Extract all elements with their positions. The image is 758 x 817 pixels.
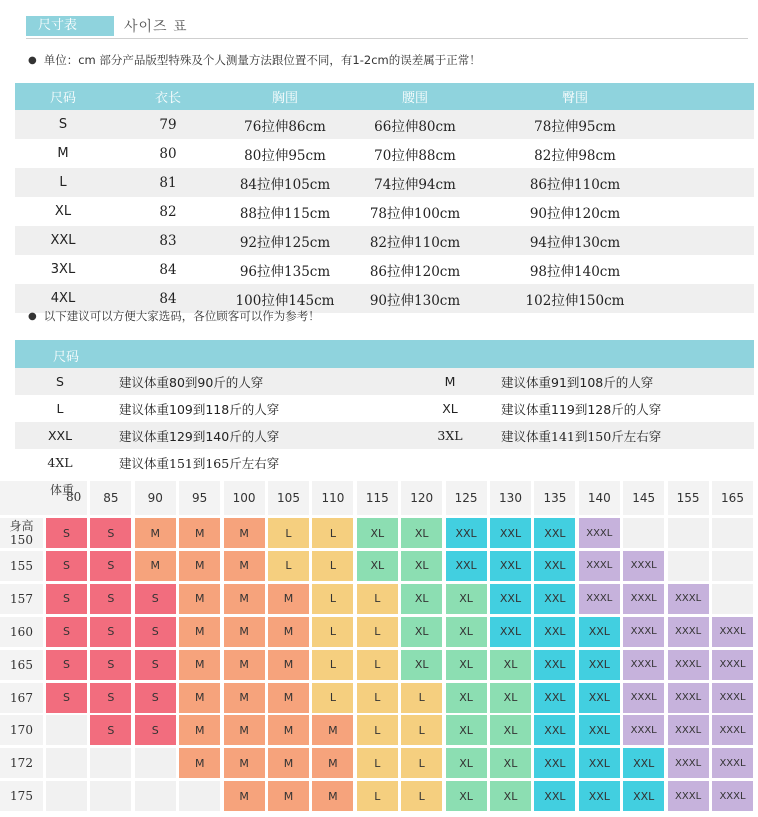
size-row-waist: 66拉伸80cm: [374, 118, 456, 135]
size-cell-m: M: [312, 748, 353, 778]
size-row-chest: 80拉伸95cm: [244, 147, 326, 164]
weight-row: [15, 449, 754, 476]
title-bar: [26, 15, 188, 37]
size-cell-xxxl: XXXL: [712, 748, 753, 778]
size-cell-xl: XL: [446, 617, 487, 647]
header-hip: 臀围: [561, 91, 588, 106]
size-row-size: L: [59, 175, 67, 190]
height-value: 150: [10, 533, 33, 547]
size-cell-xxl: XXL: [446, 518, 487, 548]
bullet-icon: ●: [28, 310, 37, 322]
corner-weight-first: 80: [66, 490, 82, 504]
size-row: [15, 110, 754, 139]
size-cell-m: M: [135, 518, 176, 548]
size-cell-xxl: XXL: [534, 551, 575, 581]
size-row: [15, 255, 754, 284]
size-row: [15, 197, 754, 226]
size-row-length: 82: [159, 203, 177, 220]
weight-advice-text: 建议体重151到165斤左右穿: [119, 455, 280, 471]
empty-cell: [135, 781, 176, 811]
size-cell-s: S: [46, 518, 87, 548]
size-cell-s: S: [90, 584, 131, 614]
weight-advice-text: 建议体重141到150斤左右穿: [501, 428, 662, 444]
size-cell-s: S: [90, 518, 131, 548]
size-cell-m: M: [179, 683, 220, 713]
size-cell-xxxl: XXXL: [579, 584, 620, 614]
weight-size-label: M: [444, 374, 456, 389]
size-cell-m: M: [224, 617, 265, 647]
weight-column-header: 100: [224, 481, 265, 515]
weight-size-label: S: [56, 374, 64, 389]
size-cell-xxl: XXL: [579, 650, 620, 680]
size-cell-xxl: XXL: [579, 748, 620, 778]
size-cell-xl: XL: [490, 650, 531, 680]
size-cell-l: L: [312, 584, 353, 614]
size-row-hip: 102拉伸150cm: [525, 292, 625, 309]
size-cell-m: M: [268, 748, 309, 778]
size-row-chest: 76拉伸86cm: [244, 118, 326, 135]
size-cell-xxl: XXL: [534, 715, 575, 745]
size-cell-l: L: [401, 715, 442, 745]
size-cell-l: L: [312, 617, 353, 647]
size-row-chest: 92拉伸125cm: [239, 234, 331, 251]
size-cell-xl: XL: [401, 584, 442, 614]
size-row: [15, 139, 754, 168]
height-row-header: [0, 518, 43, 548]
empty-cell: [712, 518, 753, 548]
size-cell-l: L: [312, 650, 353, 680]
size-row-hip: 82拉伸98cm: [534, 147, 616, 164]
size-cell-xl: XL: [401, 518, 442, 548]
weight-size-label: XXL: [47, 428, 73, 443]
size-cell-xxxl: XXXL: [712, 715, 753, 745]
size-cell-s: S: [46, 617, 87, 647]
empty-cell: [90, 781, 131, 811]
size-row-waist: 74拉伸94cm: [374, 176, 456, 193]
size-cell-m: M: [224, 683, 265, 713]
size-cell-m: M: [312, 715, 353, 745]
weight-table-header: [15, 340, 754, 368]
empty-cell: [90, 748, 131, 778]
height-row-header: 165: [0, 650, 43, 680]
size-cell-xl: XL: [446, 584, 487, 614]
size-cell-s: S: [46, 584, 87, 614]
weight-column-header: 165: [712, 481, 753, 515]
size-cell-xxxl: XXXL: [668, 584, 709, 614]
weight-column-header: 130: [490, 481, 531, 515]
weight-advice-text: 建议体重109到118斤的人穿: [119, 401, 280, 417]
weight-row: [15, 368, 754, 395]
size-cell-m: M: [224, 748, 265, 778]
weight-table: [15, 340, 754, 476]
size-cell-m: M: [224, 518, 265, 548]
weight-header-size: 尺码: [53, 350, 80, 365]
size-row-chest: 96拉伸135cm: [239, 263, 331, 280]
header-chest: 胸围: [271, 91, 298, 106]
size-row-waist: 86拉伸120cm: [369, 263, 461, 280]
size-cell-s: S: [90, 683, 131, 713]
size-cell-l: L: [401, 748, 442, 778]
size-row-length: 79: [159, 116, 177, 133]
size-cell-xxxl: XXXL: [579, 551, 620, 581]
unit-note-text: 单位：cm 部分产品版型特殊及个人测量方法跟位置不同，有1-2cm的误差属于正常！: [43, 53, 481, 67]
empty-cell: [712, 551, 753, 581]
size-cell-xl: XL: [490, 715, 531, 745]
size-cell-xxxl: XXXL: [712, 781, 753, 811]
weight-column-header: 105: [268, 481, 309, 515]
weight-column-header: 145: [623, 481, 664, 515]
weight-row: [15, 422, 754, 449]
size-cell-xxl: XXL: [490, 617, 531, 647]
size-cell-m: M: [268, 715, 309, 745]
weight-column-header: 85: [90, 481, 131, 515]
size-cell-s: S: [135, 584, 176, 614]
size-cell-xxxl: XXXL: [668, 748, 709, 778]
size-row-hip: 94拉伸130cm: [529, 234, 621, 251]
size-cell-s: S: [46, 683, 87, 713]
empty-cell: [179, 781, 220, 811]
size-cell-xl: XL: [401, 650, 442, 680]
size-cell-l: L: [357, 781, 398, 811]
size-cell-m: M: [179, 518, 220, 548]
height-row-header: 160: [0, 617, 43, 647]
size-cell-xxxl: XXXL: [668, 650, 709, 680]
size-cell-m: M: [268, 617, 309, 647]
size-cell-m: M: [224, 650, 265, 680]
weight-column-header: 155: [668, 481, 709, 515]
size-cell-s: S: [90, 551, 131, 581]
empty-cell: [623, 518, 664, 548]
size-cell-xl: XL: [401, 617, 442, 647]
size-cell-l: L: [312, 683, 353, 713]
size-row-length: 84: [159, 290, 177, 307]
height-row-header: 155: [0, 551, 43, 581]
size-row-size: M: [57, 146, 69, 161]
size-cell-l: L: [268, 551, 309, 581]
weight-column-header: 90: [135, 481, 176, 515]
size-cell-s: S: [135, 715, 176, 745]
size-cell-l: L: [357, 748, 398, 778]
size-cell-s: S: [135, 650, 176, 680]
empty-cell: [46, 748, 87, 778]
weight-advice-text: 建议体重91到108斤的人穿: [501, 374, 654, 390]
title-divider: [26, 38, 748, 39]
size-row-chest: 88拉伸115cm: [239, 205, 331, 222]
weight-column-header: 110: [312, 481, 353, 515]
empty-cell: [135, 748, 176, 778]
size-cell-l: L: [268, 518, 309, 548]
size-cell-xxl: XXL: [534, 781, 575, 811]
size-cell-m: M: [179, 748, 220, 778]
unit-note: [28, 52, 481, 68]
weight-column-header: 120: [401, 481, 442, 515]
size-row-waist: 82拉伸110cm: [369, 234, 461, 251]
header-length: 衣长: [154, 91, 181, 106]
size-cell-xxxl: XXXL: [668, 683, 709, 713]
suggest-note: [28, 308, 320, 324]
size-cell-xxl: XXL: [534, 617, 575, 647]
size-cell-l: L: [357, 584, 398, 614]
size-cell-m: M: [268, 683, 309, 713]
bullet-icon: ●: [28, 54, 37, 66]
size-cell-l: L: [312, 551, 353, 581]
size-row: [15, 226, 754, 255]
corner-weight-label: 体重: [50, 483, 75, 497]
size-cell-l: L: [401, 781, 442, 811]
size-cell-xl: XL: [490, 748, 531, 778]
size-row-length: 80: [159, 145, 177, 162]
size-row-length: 83: [159, 232, 177, 249]
height-weight-grid: [0, 481, 758, 817]
size-cell-xl: XL: [357, 551, 398, 581]
size-cell-xxl: XXL: [534, 584, 575, 614]
size-cell-m: M: [268, 781, 309, 811]
size-cell-xxl: XXL: [579, 617, 620, 647]
size-cell-xl: XL: [446, 650, 487, 680]
size-cell-m: M: [179, 650, 220, 680]
size-row-waist: 70拉伸88cm: [374, 147, 456, 164]
size-cell-l: L: [357, 617, 398, 647]
size-cell-xxxl: XXXL: [712, 617, 753, 647]
size-cell-xxl: XXL: [534, 650, 575, 680]
size-row-hip: 78拉伸95cm: [534, 118, 616, 135]
size-cell-m: M: [135, 551, 176, 581]
size-row-size: S: [58, 117, 68, 132]
weight-size-label: L: [56, 401, 64, 416]
header-size: 尺码: [49, 91, 76, 106]
size-cell-m: M: [268, 584, 309, 614]
size-cell-xxxl: XXXL: [623, 650, 664, 680]
size-row-chest: 100拉伸145cm: [235, 292, 335, 309]
size-table-header: [15, 83, 754, 110]
weight-column-header: 135: [534, 481, 575, 515]
weight-advice-text: 建议体重80到90斤的人穿: [119, 374, 264, 390]
weight-column-header: 95: [179, 481, 220, 515]
size-cell-xxxl: XXXL: [623, 715, 664, 745]
height-row-header: 167: [0, 683, 43, 713]
weight-size-label: 4XL: [47, 455, 73, 470]
weight-column-header: 140: [579, 481, 620, 515]
size-cell-xxxl: XXXL: [668, 781, 709, 811]
size-cell-m: M: [179, 617, 220, 647]
size-cell-s: S: [90, 617, 131, 647]
size-cell-xl: XL: [446, 683, 487, 713]
grid-corner: [0, 481, 87, 515]
size-cell-xxl: XXL: [534, 518, 575, 548]
size-cell-xxxl: XXXL: [623, 551, 664, 581]
size-row-hip: 86拉伸110cm: [529, 176, 621, 193]
height-row-header: 175: [0, 781, 43, 811]
corner-height-label: 身高: [9, 519, 34, 533]
size-cell-xl: XL: [490, 781, 531, 811]
size-cell-m: M: [268, 650, 309, 680]
size-cell-xxl: XXL: [490, 518, 531, 548]
size-cell-xxl: XXL: [579, 781, 620, 811]
size-cell-m: M: [224, 551, 265, 581]
size-table-body: [15, 110, 754, 313]
size-cell-l: L: [357, 715, 398, 745]
size-cell-xxl: XXL: [490, 584, 531, 614]
weight-table-body: [15, 368, 754, 476]
size-cell-xxl: XXL: [446, 551, 487, 581]
size-row-size: XL: [54, 204, 72, 219]
size-cell-xl: XL: [446, 715, 487, 745]
size-cell-xxl: XXL: [534, 683, 575, 713]
empty-cell: [668, 518, 709, 548]
weight-row: [15, 395, 754, 422]
size-cell-m: M: [179, 551, 220, 581]
size-cell-xxxl: XXXL: [623, 617, 664, 647]
weight-column-header: 125: [446, 481, 487, 515]
size-row-hip: 98拉伸140cm: [529, 263, 621, 280]
size-cell-xxxl: XXXL: [712, 650, 753, 680]
size-cell-l: L: [357, 650, 398, 680]
size-cell-xl: XL: [490, 683, 531, 713]
size-row-waist: 78拉伸100cm: [369, 205, 461, 222]
size-cell-xxl: XXL: [623, 748, 664, 778]
size-row-waist: 90拉伸130cm: [369, 292, 461, 309]
size-cell-m: M: [179, 715, 220, 745]
size-cell-s: S: [46, 551, 87, 581]
size-cell-xxxl: XXXL: [623, 683, 664, 713]
size-cell-m: M: [179, 584, 220, 614]
weight-advice-text: 建议体重119到128斤的人穿: [501, 401, 662, 417]
empty-cell: [668, 551, 709, 581]
height-row-header: 157: [0, 584, 43, 614]
size-cell-l: L: [357, 683, 398, 713]
size-cell-xxl: XXL: [534, 748, 575, 778]
size-row-length: 81: [159, 174, 177, 191]
size-cell-xl: XL: [446, 781, 487, 811]
size-cell-s: S: [90, 650, 131, 680]
size-cell-xxxl: XXXL: [668, 715, 709, 745]
size-cell-s: S: [46, 650, 87, 680]
size-row-chest: 84拉伸105cm: [239, 176, 331, 193]
size-row-size: XXL: [50, 233, 76, 248]
size-cell-l: L: [312, 518, 353, 548]
size-cell-xxxl: XXXL: [579, 518, 620, 548]
size-cell-s: S: [90, 715, 131, 745]
size-cell-l: L: [401, 683, 442, 713]
empty-cell: [46, 715, 87, 745]
size-row-size: 3XL: [50, 262, 76, 277]
height-row-header: 172: [0, 748, 43, 778]
header-waist: 腰围: [401, 91, 428, 106]
size-cell-xl: XL: [401, 551, 442, 581]
size-row-hip: 90拉伸120cm: [529, 205, 621, 222]
size-cell-s: S: [135, 617, 176, 647]
size-cell-m: M: [312, 781, 353, 811]
size-cell-s: S: [135, 683, 176, 713]
size-cell-xxl: XXL: [623, 781, 664, 811]
page-title-korean: 사이즈 표: [124, 19, 188, 35]
size-row-length: 84: [159, 261, 177, 278]
empty-cell: [46, 781, 87, 811]
size-cell-xxl: XXL: [579, 715, 620, 745]
suggest-note-text: 以下建议可以方便大家选码，各位顾客可以作为参考！: [43, 309, 320, 323]
size-cell-m: M: [224, 715, 265, 745]
size-cell-xl: XL: [357, 518, 398, 548]
weight-size-label: XL: [442, 401, 458, 416]
size-cell-xxxl: XXXL: [623, 584, 664, 614]
size-cell-xxl: XXL: [490, 551, 531, 581]
weight-column-header: 115: [357, 481, 398, 515]
size-row-size: 4XL: [50, 291, 76, 306]
size-cell-xxl: XXL: [579, 683, 620, 713]
size-cell-m: M: [224, 781, 265, 811]
size-row: [15, 168, 754, 197]
size-cell-xxxl: XXXL: [712, 683, 753, 713]
size-cell-xxxl: XXXL: [668, 617, 709, 647]
page-title: 尺寸表: [26, 16, 114, 36]
empty-cell: [712, 584, 753, 614]
size-table: [15, 83, 754, 313]
size-cell-m: M: [224, 584, 265, 614]
weight-size-label: 3XL: [437, 428, 463, 443]
size-cell-xl: XL: [446, 748, 487, 778]
weight-advice-text: 建议体重129到140斤的人穿: [119, 428, 280, 444]
height-row-header: 170: [0, 715, 43, 745]
weight-size-label: [435, 449, 465, 476]
